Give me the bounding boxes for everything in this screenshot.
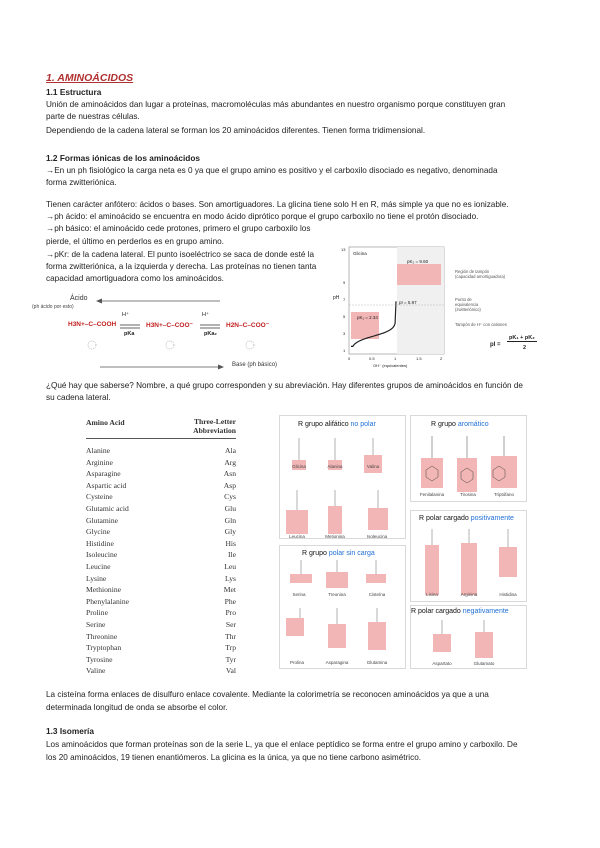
paragraph: determinada longitud de onda se absorbe el color. [46, 703, 228, 712]
amino-acid-abbreviation: Met [223, 585, 236, 595]
x-tick: 2 [440, 356, 443, 361]
table-row [86, 584, 236, 596]
aa-name: Fenilalanina [419, 492, 445, 497]
table-row [86, 457, 236, 469]
hplus-2: H⁺ [202, 312, 209, 318]
chart-inner-title: Glicina [353, 251, 367, 256]
paragraph: su cadena lateral. [46, 393, 111, 402]
amino-acid-abbreviation: Val [225, 666, 236, 676]
amino-acid-name: Isoleucine [86, 550, 118, 560]
y-tick: 3 [343, 331, 346, 336]
table-header [86, 418, 236, 439]
pi-formula-denominator: 2 [523, 345, 527, 351]
y-tick: 9 [343, 280, 346, 285]
aromatic-structures [411, 430, 526, 500]
amino-acid-abbreviation: Arg [224, 457, 236, 467]
table-row [86, 515, 236, 527]
col-header-amino-acid: Amino Acid [86, 418, 125, 427]
amino-acid-name: Threonine [86, 631, 118, 641]
aa-name: Leucina [289, 534, 305, 539]
amino-acid-name: Glutamine [86, 515, 119, 525]
amino-acid-name: Cysteine [86, 492, 113, 502]
paragraph: parte de nuestras células. [46, 112, 140, 121]
positive-structures [411, 525, 526, 601]
table-row [86, 631, 236, 643]
panel-title: R polar cargado positivamente [419, 515, 514, 522]
amino-acid-abbreviation: Glu [224, 503, 236, 513]
amino-acid-name: Lysine [86, 573, 107, 583]
form-anionic: H2N–C–COO⁻ [226, 322, 270, 329]
paragraph: →pKr: de la cadena lateral. El punto isoeléctrico se saca de donde esté la [46, 250, 315, 259]
table-row [86, 654, 236, 666]
table-row [86, 503, 236, 515]
y-tick: 7 [343, 297, 346, 302]
aa-name: Glutamato [473, 661, 495, 666]
annotation: Tampón de H⁺ con cationes [455, 322, 507, 327]
panel-aliphatic [279, 415, 406, 539]
panel-negative [410, 605, 527, 669]
table-row [86, 596, 236, 608]
aa-name: Glicina [292, 464, 306, 469]
table-row [86, 561, 236, 573]
amino-acid-name: Glycine [86, 527, 111, 537]
amino-acid-name: Methionine [86, 585, 122, 595]
col-header-abbreviation: Three-Letter Abbreviation [193, 417, 236, 435]
y-axis-label: pH [333, 295, 340, 301]
y-tick: 13 [341, 247, 346, 252]
paragraph: Los aminoácidos que forman proteínas son de la serie L, ya que el enlace peptídico se forma entre el grupo amino y carboxilo. De [46, 740, 518, 749]
paragraph: los 20 aminoácidos, 19 tienen enantiómeros. La glicina es la única, ya que no tiene carbono asimétrico. [46, 753, 422, 762]
amino-acid-abbreviation: Trp [225, 643, 236, 653]
amino-acid-abbreviation: Phe [224, 596, 236, 606]
amino-acid-table [86, 418, 236, 677]
annotation: Región de tampón (capacidad amortiguadora) [455, 269, 506, 279]
amino-acid-name: Serine [86, 619, 106, 629]
pka-1: pKa [124, 331, 135, 337]
x-tick: 1 [394, 356, 397, 361]
amino-acid-abbreviation: Gln [224, 515, 236, 525]
amino-acid-name: Proline [86, 608, 108, 618]
paragraph: pierde, el último en perderlos es en grupo amino. [46, 237, 224, 246]
paragraph: Tienen carácter anfótero: ácidos o bases. Son amortiguadores. La glicina tiene solo H en R, más simple ya que no es ionizable. [46, 200, 509, 209]
page-title: 1. AMINOÁCIDOS [46, 72, 134, 84]
x-tick: 1.5 [416, 356, 422, 361]
panel-positive [410, 510, 527, 602]
paragraph: La cisteína forma enlaces de disulfuro enlace covalente. Mediante la colorimetría se reconocen aminoácidos ya que a una [46, 690, 489, 699]
amino-acid-abbreviation: Asp [223, 480, 236, 490]
section-1-1-title: 1.1 Estructura [46, 87, 102, 97]
paragraph: ¿Qué hay que saberse? Nombre, a qué grupo corresponden y su abreviación. Hay diferentes grupos de aminoácidos en función de [46, 381, 523, 390]
aa-name: Metionina [325, 534, 345, 539]
pka-2: pKa₂ [204, 331, 217, 337]
panel-aromatic [410, 415, 527, 502]
panel-title: R grupo alifático no polar [298, 421, 376, 428]
amino-acid-abbreviation: Gly [224, 527, 236, 537]
aa-name: Lisina [426, 592, 438, 597]
aa-name: Arginina [460, 592, 478, 597]
amino-acid-abbreviation: Ile [227, 550, 236, 560]
amino-acid-name: Aspartic acid [86, 480, 127, 490]
ionic-forms-diagram [32, 295, 330, 375]
aa-name: Asparagina [325, 660, 349, 665]
paragraph: forma zwitteriónica. [46, 178, 117, 187]
y-tick: 1 [343, 348, 346, 353]
aa-name: Aspartato [432, 661, 452, 666]
paragraph: Dependiendo de la cadena lateral se forman los 20 aminoácidos diferentes. Tienen forma tridimensional. [46, 126, 426, 135]
amino-acid-abbreviation: Cys [224, 492, 236, 502]
amino-acid-name: Asparagine [86, 469, 121, 479]
aa-name: Triptófano [493, 492, 515, 497]
pka2-label: pK₂ = 9.60 [407, 259, 429, 264]
amino-acid-name: Alanine [86, 446, 111, 455]
pi-formula-numerator: pK₁ + pK₂ [509, 335, 535, 341]
table-row [86, 526, 236, 538]
annotation: Punto de equivalencia (zwitteriónico) [455, 297, 481, 312]
polar-structures [280, 560, 405, 668]
section-1-2-title: 1.2 Formas iónicas de los aminoácidos [46, 153, 201, 163]
amino-acid-abbreviation: Thr [225, 631, 236, 641]
pi-formula-left: pI = [490, 342, 501, 348]
form-cationic: H3N+–C–COOH [68, 321, 117, 328]
amino-acid-name: Phenylalanine [86, 596, 130, 606]
pi-label: pI = 5.97 [399, 300, 417, 305]
table-row [86, 549, 236, 561]
paragraph: capacidad amortiguadora como los aminoácidos. [46, 274, 224, 283]
amino-acid-name: Glutamic acid [86, 503, 129, 513]
aa-name: Prolina [289, 660, 304, 665]
amino-acid-abbreviation: Lys [225, 573, 236, 583]
aa-name: Glutamina [366, 660, 388, 665]
y-tick: 5 [343, 314, 346, 319]
table-row [86, 480, 236, 492]
table-row [86, 468, 236, 480]
aa-name: Isoleucina [366, 534, 388, 539]
paragraph: forma zwitteriónica, a la izquierda y derecha. Las proteínas no tienen tanta [46, 262, 317, 271]
amino-acid-name: Histidine [86, 538, 114, 548]
amino-acid-name: Tryptophan [86, 643, 122, 653]
table-row [86, 642, 236, 654]
table-row [86, 619, 236, 631]
panel-title: R grupo polar sin carga [302, 550, 375, 557]
panel-title: R polar cargado negativamente [411, 608, 509, 615]
table-row [86, 445, 236, 457]
hplus-1: H⁺ [122, 312, 129, 318]
aa-name: Treonina [328, 592, 346, 597]
x-tick: 0.5 [369, 356, 375, 361]
panel-polar [279, 545, 406, 669]
aa-name: Valina [366, 464, 380, 469]
aa-name: Cisteína [368, 592, 386, 597]
amino-acid-name: Leucine [86, 561, 111, 571]
amino-acid-abbreviation: Leu [224, 561, 236, 571]
paragraph: →ph ácido: el aminoácido se encuentra en modo ácido diprótico porque el grupo carboxilo no tiene el protón disociado. [46, 212, 479, 221]
amino-acid-abbreviation: Tyr [225, 654, 236, 664]
section-1-3-title: 1.3 Isomería [46, 726, 94, 736]
base-label: Base (ph básico) [232, 362, 278, 368]
table-row [86, 665, 236, 677]
amino-acid-abbreviation: His [225, 538, 236, 548]
paragraph: Unión de aminoácidos dan lugar a proteínas, macromoléculas más abundantes en nuestro organismo porque constituyen gran [46, 100, 506, 109]
table-row [86, 538, 236, 550]
pka1-label: pK₁ = 2.34 [357, 315, 378, 320]
acid-label: Ácido [70, 295, 88, 302]
aa-name: Alanina [327, 464, 343, 469]
amino-acid-name: Valine [86, 666, 106, 676]
table-row [86, 491, 236, 503]
paragraph: →En un ph fisiológico la carga neta es 0 ya que el grupo amino es positivo y el carboxilo disociado es negativo, denominada [46, 166, 498, 175]
aliphatic-structures [280, 430, 405, 538]
x-axis-label: OH⁻ (equivalentes) [373, 363, 408, 368]
amino-acid-name: Tyrosine [86, 654, 113, 664]
amino-acid-abbreviation: Asn [223, 469, 236, 479]
amino-acid-abbreviation: Ser [225, 619, 236, 629]
titration-figure [335, 245, 600, 370]
aa-name: Histidina [499, 592, 517, 597]
paragraph: →ph básico: el aminoácido cede protones, primero el grupo carboxilo los [46, 224, 311, 233]
amino-acid-abbreviation: Ala [225, 446, 236, 455]
form-zwitterion: H3N+–C–COO⁻ [146, 322, 193, 329]
amino-acid-abbreviation: Pro [225, 608, 236, 618]
panel-title: R grupo aromático [431, 421, 489, 428]
aa-name: Serina [292, 592, 306, 597]
table-row [86, 607, 236, 619]
acid-sublabel: (ph ácido por esto) [32, 304, 74, 310]
x-tick: 0 [348, 356, 351, 361]
ionic-arrows [40, 295, 330, 375]
table-row [86, 573, 236, 585]
amino-acid-name: Arginine [86, 457, 113, 467]
aa-name: Tirosina [460, 492, 476, 497]
buffer-region-2 [397, 264, 441, 285]
